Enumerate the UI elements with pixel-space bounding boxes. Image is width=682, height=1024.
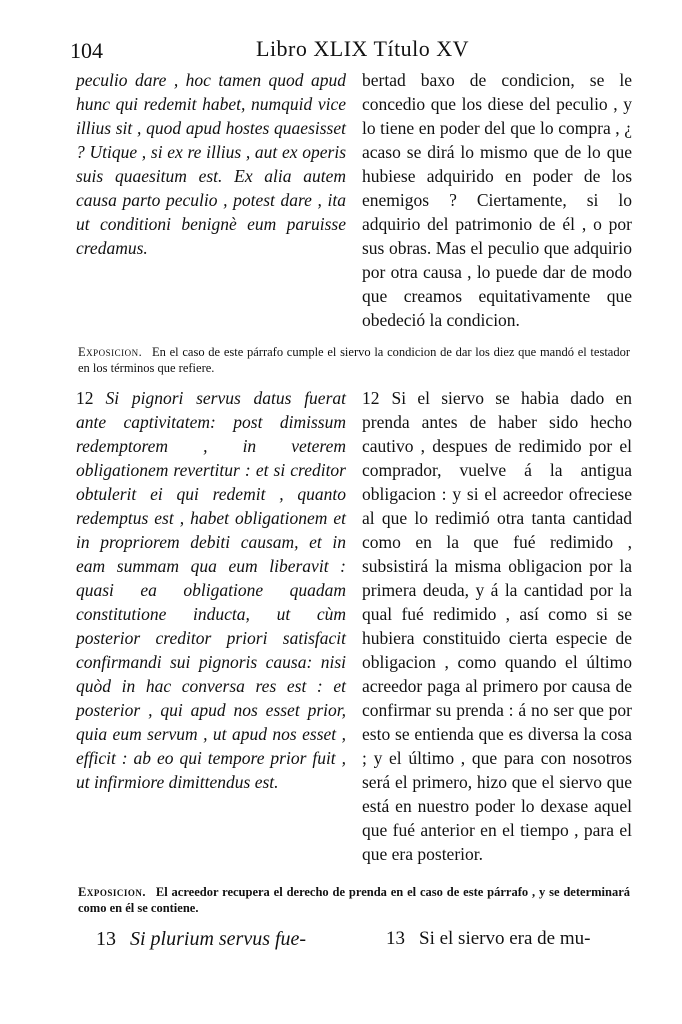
paragraph-number: 13 <box>96 928 116 950</box>
spanish-text: Si el siervo era de mu- <box>419 928 591 949</box>
page-number: 104 <box>70 38 103 63</box>
exposicion-label: Exposicion. <box>78 885 146 899</box>
exposicion-note-12 <box>78 884 630 916</box>
spanish-paragraph-13 <box>386 928 636 950</box>
running-title: Libro XLIX Título XV <box>256 36 470 61</box>
spanish-text: Si el siervo se habia dado en prenda antes de haber sido hecho cautivo , despues de redimido por el comprador, vuelve á la antigua obligacion : y si el acreedor ofreciese al que lo redimió otra tanta cantidad como en la que fué redimido , subsistirá la misma obligacion por la primera deuda, y á la cantidad por la qual fué redimido , así como si se hubiera constituido cierta especie de obligacion , como quando el último acreedor paga al primero por causa de confirmar su prenda : á no ser que por esto se entienda que es diversa la cosa ; y el último , que para con nosotros será el primero, hizo que el siervo que está en nuestro poder lo dexase aquel que fué anterior en el tiempo , para el que era posterior. <box>362 388 632 864</box>
exposicion-text: El acreedor recupera el derecho de prenda en el caso de este párrafo , y se determinará como en él se contiene. <box>78 885 630 915</box>
paragraph-number: 12 <box>362 388 380 408</box>
paragraph-number: 13 <box>386 928 405 949</box>
latin-text: Si pignori servus datus fuerat ante captivitatem: post dimissum redemptorem , in veterem obligationem revertitur : et si creditor obtulerit ei qui redemit , quanto redemptus est , habet obligationem et in propriorem debiti causam, et in eam summam qua eum liberavit : quasi ea obligatione quadam constitutione inducta, ut cùm posterior creditor priori satisfacit confirmandi sui pignoris causa: nisi quòd in hac conversa res est : et posterior , qui apud nos esset prior, quia eum servum , ut apud nos esset , efficit : ab eo qui tempore prior fuit , ut infirmiore dimittendus est. <box>76 388 346 792</box>
latin-paragraph-12 <box>76 386 346 794</box>
paragraph-number: 12 <box>76 388 94 408</box>
latin-paragraph-13 <box>96 928 356 951</box>
latin-text: Si plurium servus fue- <box>130 928 307 950</box>
exposicion-note-1 <box>78 344 630 376</box>
exposicion-text: En el caso de este párrafo cumple el siervo la condicion de dar los diez que mandó el testador en los términos que refiere. <box>78 345 631 375</box>
spanish-text-continued: bertad baxo de condicion, se le concedio que los diese del peculio , y lo tiene en poder del que lo compra , ¿ acaso se dirá lo mismo que de lo que hubiese adquirido en poder de los enemigos ? Ciertamente, si lo adquirio del patrimonio de él , o por sus obras. Mas el peculio que adquirio por otra causa , lo puede dar de modo que creamos equitativamente que obedeció la condicion. <box>362 70 632 330</box>
page-header <box>70 36 630 66</box>
exposicion-label: Exposicion. <box>78 345 143 359</box>
latin-text-continued: peculio dare , hoc tamen quod apud hunc qui redemit habet, numquid vice illius sit , quod apud hostes quaesisset ? Utique , si ex re illius , aut ex operis suis quaesitum est. Ex alia autem causa parto peculio , potest dare , ita ut conditioni benignè eum paruisse credamus. <box>76 70 346 258</box>
spanish-paragraph-12 <box>362 386 632 866</box>
